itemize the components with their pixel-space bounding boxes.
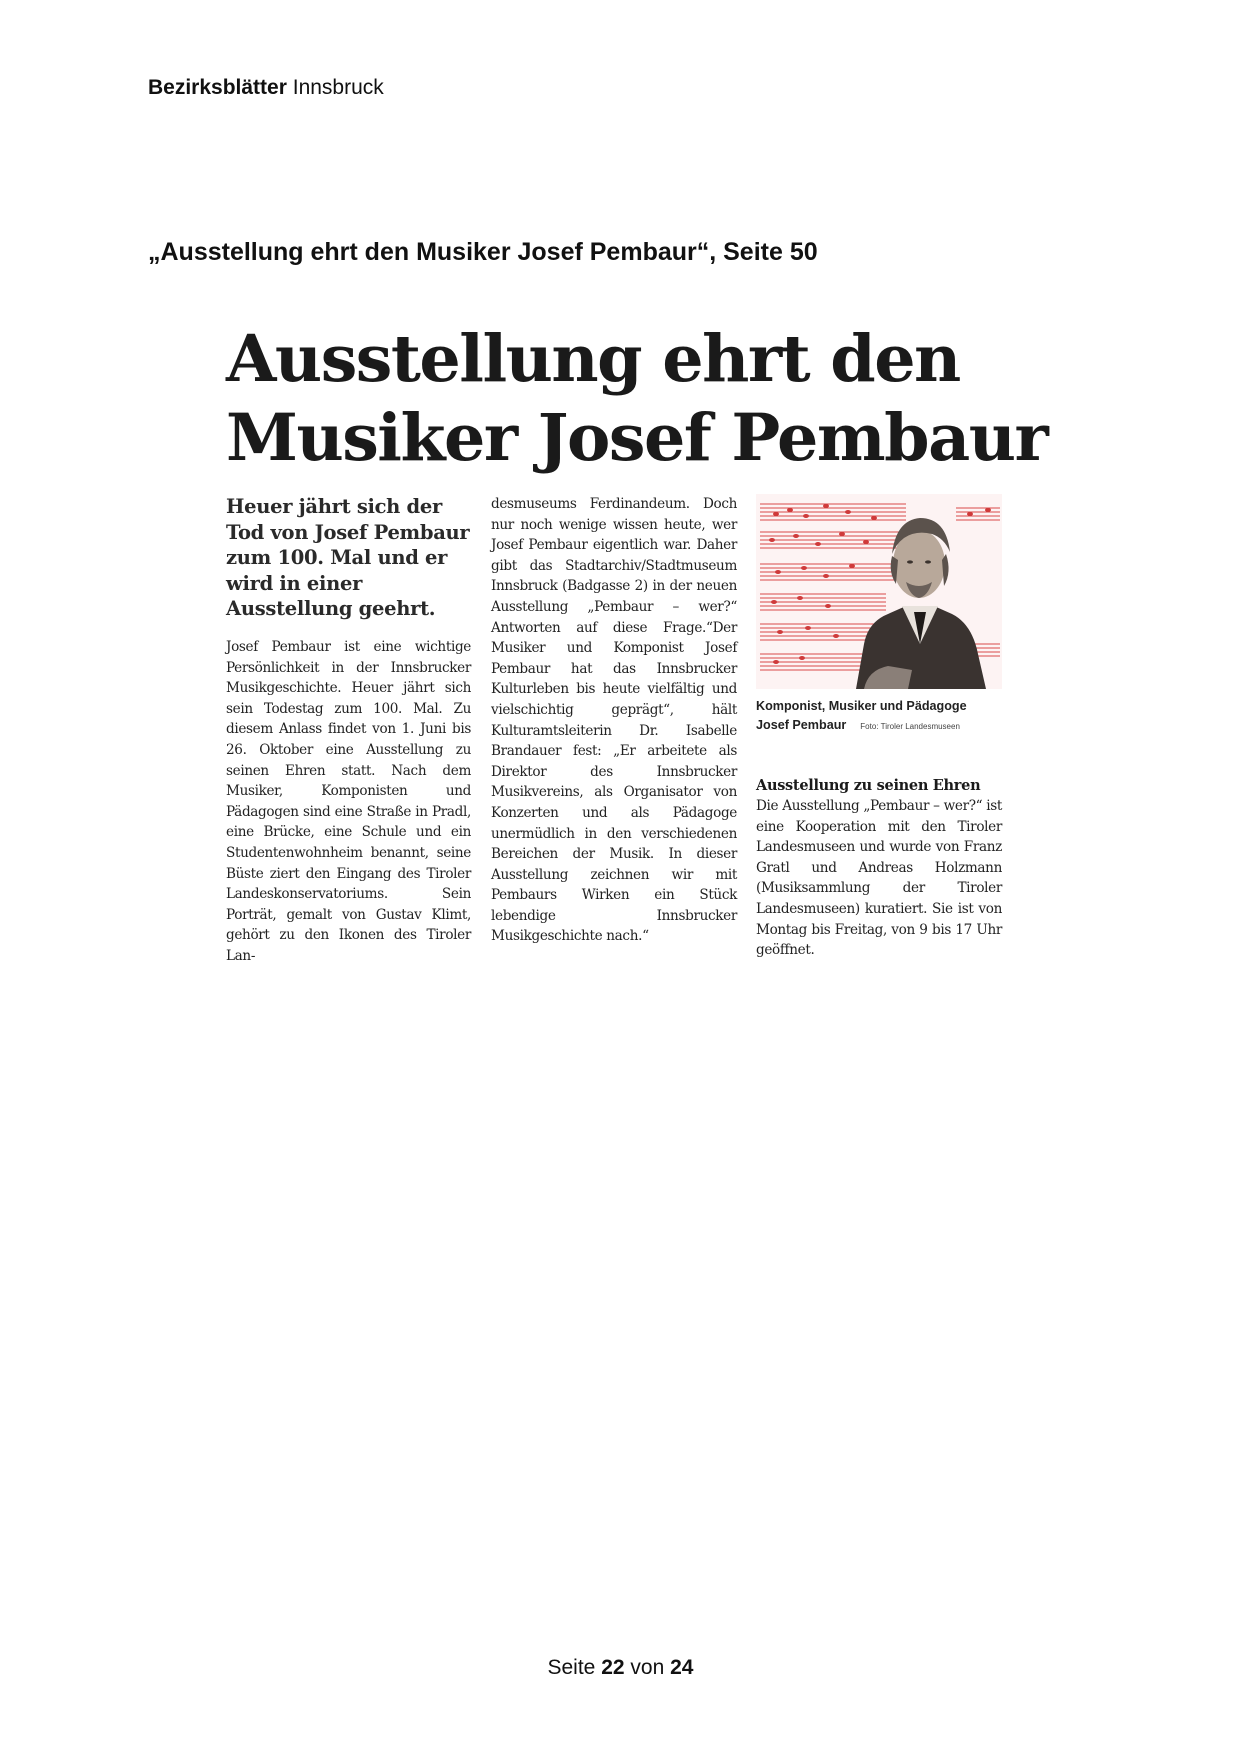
- caption-text: Komponist, Musiker und Pädagoge Josef Pembaur: [756, 699, 967, 732]
- article-subhead: Ausstellung zu seinen Ehren: [756, 777, 981, 794]
- headline-line-1: Ausstellung ehrt den: [226, 321, 960, 397]
- photo-caption: [756, 697, 1002, 736]
- page-header: [148, 76, 384, 100]
- page-separator: von: [630, 1656, 665, 1679]
- article-reference: „Ausstellung ehrt den Musiker Josef Pembaur“, Seite 50: [148, 238, 818, 266]
- total-page-count: 24: [670, 1656, 694, 1679]
- publication-location: Innsbruck: [292, 76, 384, 99]
- photo-credit: Foto: Tiroler Landesmuseen: [860, 722, 960, 731]
- column-1-text: Josef Pembaur ist eine wichtige Persönlichkeit in der Innsbrucker Musikgeschichte. Heuer jährt sich sein Todestag zum 100. Mal. Zu diesem Anlass findet von 1. Juni bis 26. Oktober eine Ausstellung zu seinen Ehren statt. Nach dem Musiker, Komponisten und Pädagogen sind eine Straße in Pradl, eine Brücke, eine Schule und ein Studentenwohnheim benannt, seine Büste ziert den Eingang des Tiroler Landeskonservatoriums. Sein Porträt, gemalt von Gustav Klimt, gehört zu den Ikonen des Tiroler Lan-: [226, 638, 471, 964]
- sheet-music-portrait-image: [756, 494, 1002, 689]
- current-page-number: 22: [601, 1656, 625, 1679]
- publication-name: Bezirksblätter: [148, 76, 287, 99]
- page-label: Seite: [547, 1656, 596, 1679]
- column-3-text: Die Ausstellung „Pembaur – wer?“ ist eine Kooperation mit den Tiroler Landesmuseen und wurde von Franz Gratl und Andreas Holzmann (Musiksammlung der Tiroler Landesmuseen) kuratiert. Sie ist von Montag bis Freitag, von 9 bis 17 Uhr geöffnet.: [756, 798, 1002, 959]
- article-headline: [226, 320, 1048, 478]
- article-column-3: [756, 494, 1002, 961]
- article-column-2: [491, 494, 737, 947]
- newspaper-clipping: [226, 320, 1048, 1000]
- article-column-1: [226, 494, 471, 966]
- headline-line-2: Musiker Josef Pembaur: [226, 400, 1048, 476]
- page-footer: [0, 1656, 1241, 1680]
- portrait-photo: [756, 494, 1002, 689]
- article-lead: Heuer jährt sich der Tod von Josef Pembaur zum 100. Mal und er wird in einer Ausstellung geehrt.: [226, 495, 470, 621]
- column-2-text: desmuseums Ferdinandeum. Doch nur noch wenige wissen heute, wer Josef Pembaur eigentlich war. Daher gibt das Stadtarchiv/Stadtmuseum Innsbruck (Badgasse 2) in der neuen Ausstellung „Pembaur – wer?“ Antworten auf diese Frage.“Der Musiker und Komponist Josef Pembaur hat das Innsbrucker Kulturleben bis heute vielfältig und vielschichtig geprägt“, hält Kulturamtsleiterin Dr. Isabelle Brandauer fest: „Er arbeitete als Direktor des Innsbrucker Musikvereins, als Organisator von Konzerten und als Pädagoge unermüdlich in den verschiedenen Bereichen der Musik. In dieser Ausstellung zeichnen wir mit Pembaurs Wirken ein Stück lebendige Innsbrucker Musikgeschichte nach.“: [491, 496, 737, 945]
